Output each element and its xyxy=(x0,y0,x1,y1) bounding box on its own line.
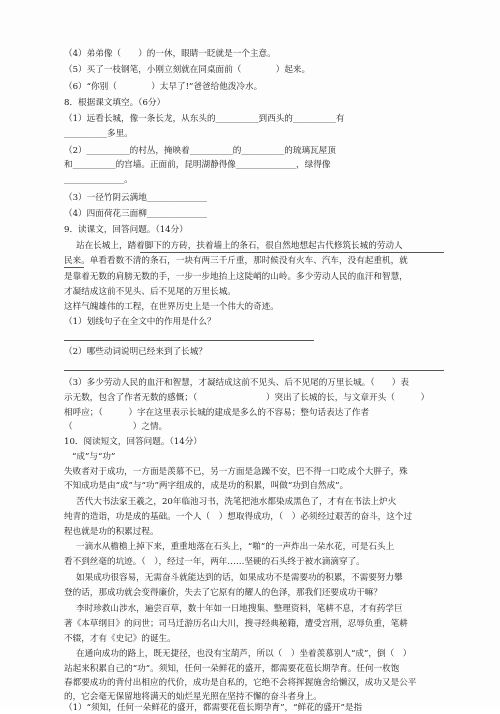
q9-sub-3-cont-2: 相呼应；（ ）字在这里表示长城的建成是多么的不容易；整句话表达了作者 xyxy=(64,408,370,418)
q8-heading: 8．根据课文填空。（6分） xyxy=(64,98,166,108)
passage1-line-5: 这样气魄雄伟的工程，在世界历史上是一个伟大的奇迹。 xyxy=(64,302,279,312)
underline-passage1 xyxy=(140,252,444,253)
q10-heading: 10．阅读短文，回答问题。（14分） xyxy=(64,437,202,447)
q7-item-6: （6）“你别（ ）太早了!”爸爸给他泼冷水。 xyxy=(64,82,263,92)
q8-item-1: （1）远看长城，像一条长龙，从东头的__________到西头的__________有 xyxy=(64,114,345,124)
q9-sub-3-cont-1: 示无数，包含了作者无数的感慨；（ ）突出了长城的长，与文章开头（ ） xyxy=(64,393,430,403)
q9-sub-1: （1）划线句子在全文中的作用是什么？ xyxy=(64,317,216,327)
passage2-line-3: 苦代大书法家王羲之，20年临池习书，洗笔把池水都染成黑色了，才有在书法上炉火 xyxy=(76,497,397,507)
passage2-line-9: 登的话，那成功就会变得廉价，失去了它原有的耀人的色泽，那我们还要成功干嘛？ xyxy=(64,588,382,598)
passage2-line-4: 纯青的造诣，功是成的基础。一个人（ ）想取得成功，（ ）必须经过艰苦的奋斗，这个过 xyxy=(64,512,413,522)
q8-item-2-cont: 和__________的宫墙。正面前，昆明湖静得像______________，绿得像 xyxy=(64,160,331,170)
q9-sub-3: （3）多少劳动人民的血汗和智慧，才凝结成这前不见头、后不见尾的万里长城。（ ）表 xyxy=(64,378,409,388)
q8-item-3: （3）一径竹阴云满地______________ xyxy=(64,193,207,203)
q7-item-5: （5）买了一枝钢笔，小刚立刻就在同桌面前（ ）起来。 xyxy=(64,65,311,75)
passage2-title: “成”与“功” xyxy=(72,452,116,462)
passage2-line-15: 春都要成功的背付出相应的代价，成功是自私的，它绝不会将挥握施舍给懒汉，成功又是公平 xyxy=(64,678,417,688)
passage2-line-8: 如果成功很容易，无需奋斗就能达到的话，如果成功不是需要功的积累，不需要努力攀 xyxy=(76,573,403,583)
q9-sub-2: （2）哪些动词说明已经来到了长城？ xyxy=(64,347,207,357)
q8-item-2-end: ______________。 xyxy=(64,175,133,185)
passage2-line-5: 程也就是功的积累过程。 xyxy=(64,527,159,537)
passage2-line-11: 著《本草纲目》的问世；司马迁游历名山大川，搜寻经典秘籍，遭受宫刑，忍辱负重，笔耕 xyxy=(64,619,408,629)
passage1-line-4: 才凝结成这前不见头、后不见尾的万里长城。 xyxy=(64,287,236,297)
q8-item-2: （2）__________的村丛，掩映着__________的__________的琉璃瓦屋顶 xyxy=(64,146,336,156)
passage2-line-2: 不知成功是由“成”与“功”两字组成的，成是功的积累，叫做“功到自然成”。 xyxy=(64,481,349,491)
answer-line-2 xyxy=(64,370,444,371)
q9-sub-3-cont-3: （ ）之情。 xyxy=(64,422,168,432)
passage2-line-6: 一滴水从檐檐上掉下来，重重地落在石头上，“啪”的一声炸出一朵水花，可是石头上 xyxy=(76,542,395,552)
passage2-line-12: 不辍，才有《史记》的诞生。 xyxy=(64,634,176,644)
q8-item-1-cont: __________多里。 xyxy=(64,129,133,139)
passage2-line-7: 看不到丝毫的坑迹。（ ），经过一年，两年……坚硬的石头终于被水滴滴穿了。 xyxy=(64,557,365,567)
passage1-line-1: 站在长城上，踏着脚下的方砖，扶着墙上的条石，很自然地想起古代修筑长城的劳动人 xyxy=(76,241,403,251)
passage2-line-16: 的，它会毫无保留地将满天的灿烂星光照在坚持不懈的奋斗者身上。 xyxy=(64,692,322,702)
passage2-line-1: 失败者对于成功，一方面是羡慕不已，另一方面是急躁不安，巴不得一口吃成个大胖子，殊 xyxy=(64,467,408,477)
passage2-line-14: 站起来积累自己的“功”。须知，任何一朵鲜花的盛开，都需要花苞长期孕育。任何一枚饱 xyxy=(64,664,400,674)
passage2-line-10: 李时珍救山涉水，遍尝百草，数十年如一日地搜集、整理资料，笔耕不息，才有药学巨 xyxy=(76,604,403,614)
passage1-line-2: 民来。单看看数不清的条石，一块有两三千斤重，那时候没有火车、汽车，没有起重机，就 xyxy=(64,256,408,266)
q7-item-4: （4）弟弟像（ ）的一休，眼睛一眨就是一个主意。 xyxy=(64,49,276,59)
answer-line-1 xyxy=(64,340,314,341)
underline-passage1-b xyxy=(64,267,84,268)
passage2-line-13: 在通向成功的路上，既无捷径，也没有宝葫芦，所以（ ）坐着羡慕别人“成”，倒（ ） xyxy=(76,649,412,659)
q10-sub-1: （1）“须知，任何一朵鲜花的盛开，都需要花苞长期孕育”，“鲜花的盛开”是指 xyxy=(64,703,363,713)
q8-item-4: （4）四面荷花三面柳______________ xyxy=(64,209,207,219)
q9-heading: 9．读课文，回答问题。（14分） xyxy=(64,225,188,235)
passage1-line-3: 是靠着无数的肩膀无数的手，一步一步地抬上这陡峭的山岭。多少劳动人民的血汗和智慧， xyxy=(64,272,408,282)
